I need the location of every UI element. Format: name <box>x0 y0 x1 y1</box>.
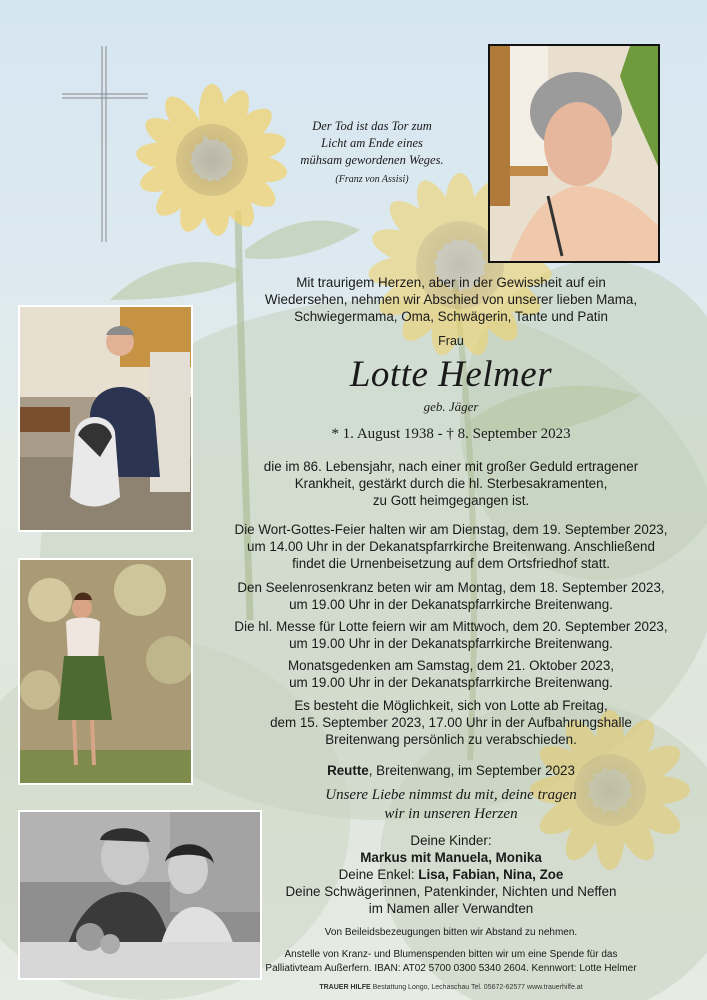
service-line: Die Wort-Gottes-Feier halten wir am Dienstag, dem 19. September 2023, <box>234 522 668 537</box>
death-notice-line: Krankheit, gestärkt durch die hl. Sterbesakramenten, <box>294 476 608 491</box>
condolence-note: Von Beileidsbezeugungen bitten wir Abstand zu nehmen. <box>324 927 578 938</box>
service-mass <box>200 618 702 652</box>
motto-line: Unsere Liebe nimmst du mit, deine tragen <box>325 787 577 803</box>
donation-line: Anstelle von Kranz- und Blumenspenden bitten wir um eine Spende für das <box>284 949 618 960</box>
motto-line: wir in unseren Herzen <box>384 806 518 822</box>
intro-line: Wiedersehen, nehmen wir Abschied von unserer lieben Mama, <box>264 292 638 307</box>
family-list <box>200 832 702 917</box>
photo-woman-garden <box>18 558 193 785</box>
photo-with-dog <box>18 305 193 532</box>
service-line: findet die Urnenbeisetzung auf dem Ortsfriedhof statt. <box>292 556 610 571</box>
children-names: Markus mit Manuela, Monika <box>360 850 542 865</box>
service-line: Breitenwang persönlich zu verabschieden. <box>325 732 577 747</box>
donation-note <box>200 948 702 976</box>
service-farewell <box>200 697 702 748</box>
salutation: Frau <box>438 334 464 348</box>
death-notice-line: die im 86. Lebensjahr, nach einer mit großer Geduld ertragener <box>263 459 639 474</box>
service-line: Die hl. Messe für Lotte feiern wir am Mittwoch, dem 20. September 2023, <box>234 619 668 634</box>
service-line: um 19.00 Uhr in der Dekanatspfarrkirche Breitenwang. <box>289 597 613 612</box>
life-dates: * 1. August 1938 - † 8. September 2023 <box>331 426 571 442</box>
death-notice <box>200 458 702 509</box>
service-line: Es besteht die Möglichkeit, sich von Lotte ab Freitag, <box>294 698 608 713</box>
cross-icon <box>62 46 150 244</box>
footer-text: Bestattung Longo, Lechaschau Tel. 05672-62577 www.trauerhilfe.at <box>370 984 583 991</box>
service-line: um 19.00 Uhr in der Dekanatspfarrkirche Breitenwang. <box>289 636 613 651</box>
donation-line: Palliativteam Außerfern. IBAN: AT02 5700 0300 5340 2604. Kennwort: Lotte Helmer <box>265 963 637 974</box>
relatives: Deine Schwägerinnen, Patenkinder, Nichten und Neffen <box>285 884 617 899</box>
grandchildren-label: Deine Enkel: <box>338 867 419 882</box>
quote-author: (Franz von Assisi) <box>335 174 409 185</box>
place-name: Reutte <box>327 763 369 778</box>
intro-line: Schwiegermama, Oma, Schwägerin, Tante und Patin <box>294 309 608 324</box>
death-notice-line: zu Gott heimgegangen ist. <box>372 493 530 508</box>
service-line: um 19.00 Uhr in der Dekanatspfarrkirche Breitenwang. <box>289 675 613 690</box>
service-line: Den Seelenrosenkranz beten wir am Montag, dem 18. September 2023, <box>237 580 665 595</box>
service-rosary <box>200 579 702 613</box>
intro-paragraph <box>200 274 702 325</box>
service-funeral <box>200 521 702 572</box>
footer-brand: TRAUER HILFE <box>319 984 371 991</box>
portrait-photo <box>488 44 660 263</box>
birth-name: geb. Jäger <box>423 399 479 414</box>
motto <box>200 786 702 824</box>
service-line: um 14.00 Uhr in der Dekanatspfarrkirche Breitenwang. Anschließend <box>247 539 655 554</box>
footer <box>200 983 702 993</box>
place-date <box>200 762 702 779</box>
grandchildren-names: Lisa, Fabian, Nina, Zoe <box>418 867 564 882</box>
place-date-rest: , Breitenwang, im September 2023 <box>368 763 575 778</box>
quote-block <box>262 118 482 188</box>
service-line: Monatsgedenken am Samstag, dem 21. Oktober 2023, <box>287 658 615 673</box>
others: im Namen aller Verwandten <box>368 901 534 916</box>
quote-line: Der Tod ist das Tor zum <box>312 119 432 133</box>
intro-line: Mit traurigem Herzen, aber in der Gewissheit auf ein <box>296 275 606 290</box>
deceased-name: Lotte Helmer <box>349 354 553 395</box>
children-label: Deine Kinder: <box>410 833 492 848</box>
quote-line: Licht am Ende eines <box>321 136 423 150</box>
quote-line: mühsam gewordenen Weges. <box>300 153 444 167</box>
service-line: dem 15. September 2023, 17.00 Uhr in der Aufbahrungshalle <box>270 715 632 730</box>
service-monthly <box>200 657 702 691</box>
